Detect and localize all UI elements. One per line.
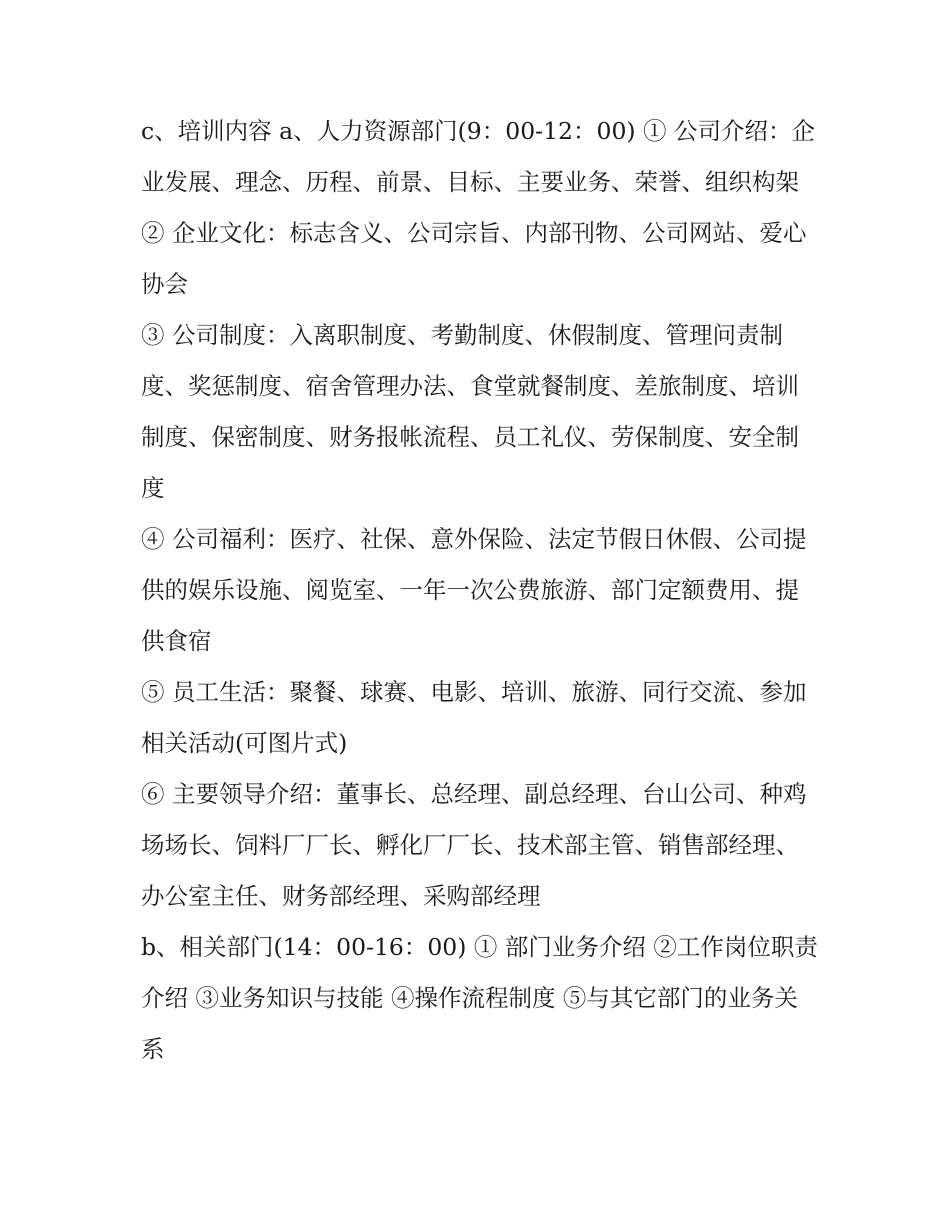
paragraph-corporate-culture: ② 企业文化：标志含义、公司宗旨、内部刊物、公司网站、爱心协会	[141, 219, 807, 298]
paragraph-related-departments: b、相关部门(14：00-16：00) ① 部门业务介绍 ②工作岗位职责介绍 ③业务知识与技能 ④操作流程制度 ⑤与其它部门的业务关系	[141, 933, 818, 1063]
paragraph-company-policies: ③ 公司制度：入离职制度、考勤制度、休假制度、管理问责制度、奖惩制度、宿舍管理办法、食堂就餐制度、差旅制度、培训制度、保密制度、财务报帐流程、员工礼仪、劳保制度、安全制度	[141, 321, 799, 502]
paragraph-training-content-hr: c、培训内容 a、人力资源部门(9：00-12：00) ① 公司介绍：企业发展、理念、历程、前景、目标、主要业务、荣誉、组织构架	[141, 117, 816, 196]
paragraph-leadership-intro: ⑥ 主要领导介绍：董事长、总经理、副总经理、台山公司、种鸡场场长、饲料厂厂长、孵化厂厂长、技术部主管、销售部经理、办公室主任、财务部经理、采购部经理	[141, 780, 807, 910]
paragraph-company-benefits: ④ 公司福利：医疗、社保、意外保险、法定节假日休假、公司提供的娱乐设施、阅览室、一年一次公费旅游、部门定额费用、提供食宿	[141, 525, 807, 655]
document-body	[141, 106, 821, 1075]
paragraph-employee-life: ⑤ 员工生活：聚餐、球赛、电影、培训、旅游、同行交流、参加相关活动(可图片式)	[141, 678, 807, 757]
